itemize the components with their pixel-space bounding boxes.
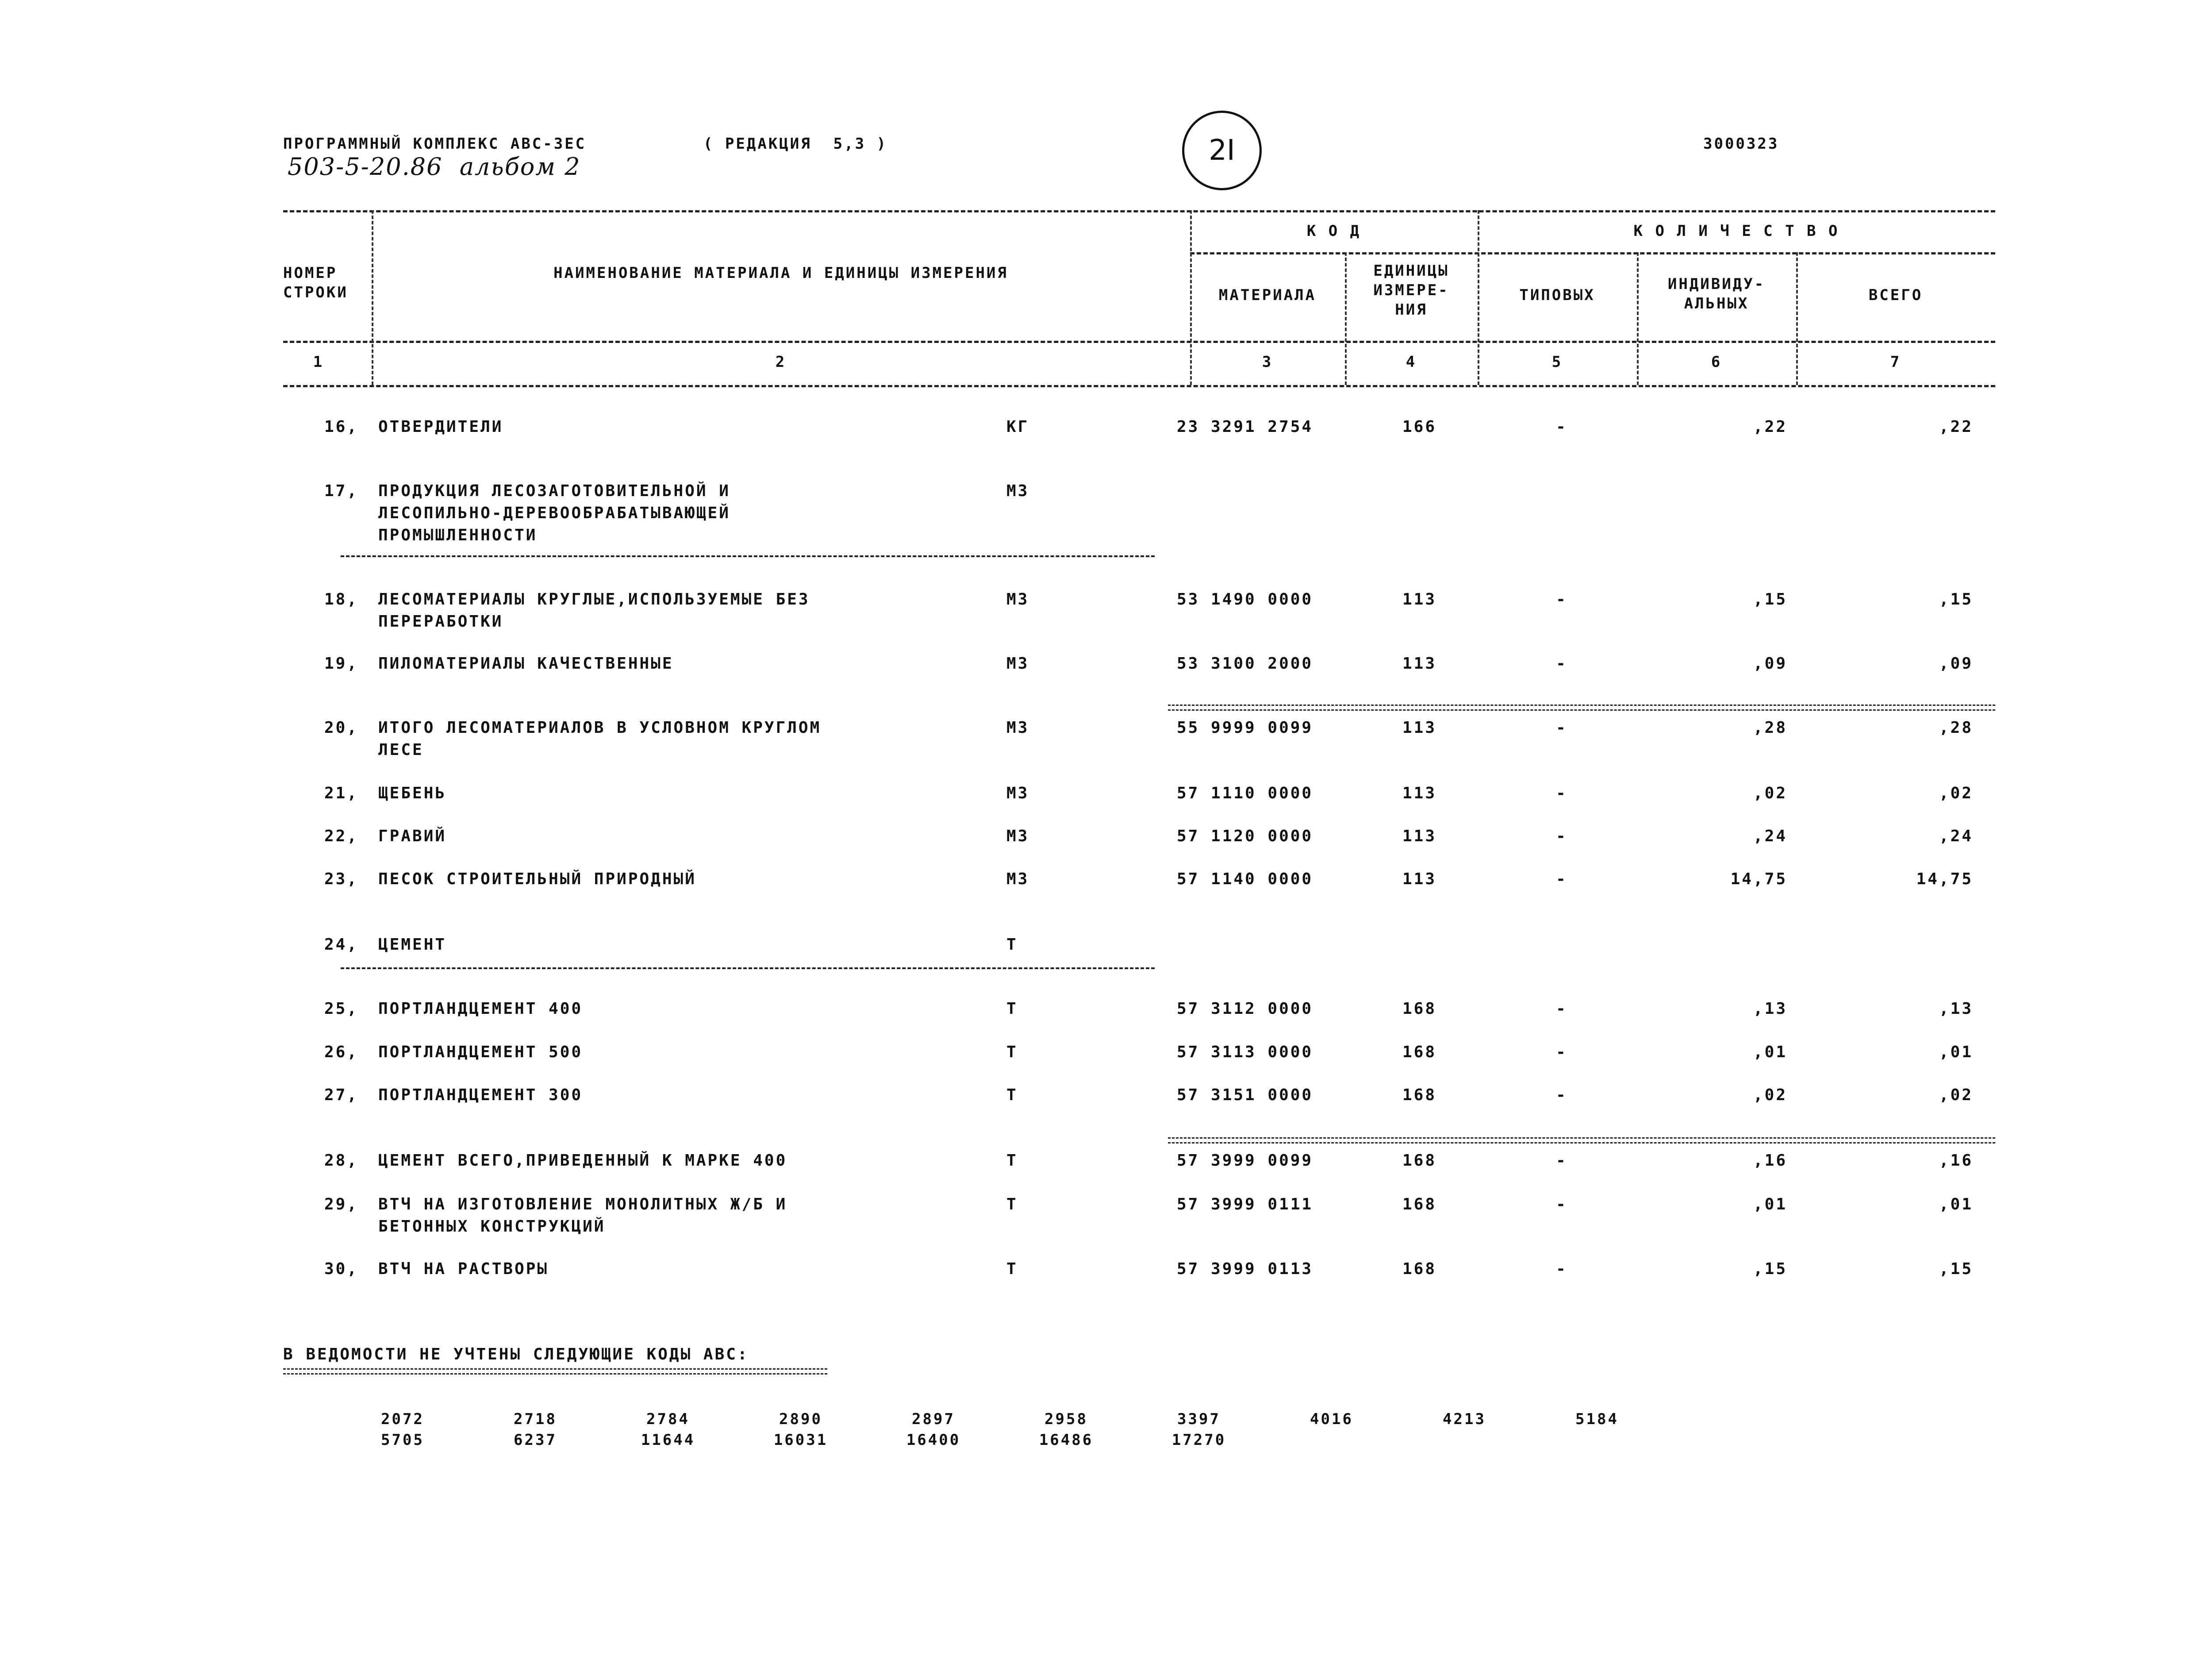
row-total: ,15: [1939, 1260, 1973, 1278]
row-unit: Т: [1006, 936, 1018, 954]
row-number: 23,: [324, 870, 358, 888]
row-unit-code: 113: [1402, 655, 1437, 673]
row-material-code: 57 3999 0099: [1177, 1151, 1313, 1170]
row-typical: -: [1556, 1260, 1567, 1278]
col-header-code-material: МАТЕРИАЛА: [1218, 286, 1317, 304]
row-typical: -: [1556, 1151, 1567, 1170]
row-name: ВТЧ НА ИЗГОТОВЛЕНИЕ МОНОЛИТНЫХ Ж/Б И БЕТОННЫХ КОНСТРУКЦИЙ: [378, 1195, 787, 1236]
col-number-7: 7: [1890, 353, 1901, 371]
row-material-code: 57 3999 0113: [1177, 1260, 1313, 1278]
header-mid-rule: [283, 341, 1995, 343]
missing-code: 16031: [773, 1431, 828, 1449]
row-material-code: 57 3112 0000: [1177, 1000, 1313, 1018]
row-individual: ,02: [1753, 784, 1787, 802]
row-number: 28,: [324, 1151, 358, 1170]
row-typical: -: [1556, 784, 1567, 802]
missing-code: 11644: [641, 1431, 695, 1449]
row-total: ,02: [1939, 784, 1973, 802]
row-number: 29,: [324, 1195, 358, 1213]
row-unit: М3: [1006, 482, 1029, 500]
handwritten-album-note: 503-5-20.86 альбом 2: [288, 153, 581, 181]
row-unit: М3: [1006, 655, 1029, 673]
row-material-code: 57 3999 0111: [1177, 1195, 1313, 1213]
missing-code: 3397: [1177, 1410, 1221, 1428]
row-unit-code: 168: [1402, 1260, 1437, 1278]
row-unit: М3: [1006, 719, 1029, 737]
col-number-1: 1: [313, 353, 324, 371]
missing-code: 16400: [906, 1431, 961, 1449]
row-name: ВТЧ НА РАСТВОРЫ: [378, 1260, 549, 1278]
row-typical: -: [1556, 719, 1567, 737]
row-name: ПОРТЛАНДЦЕМЕНТ 400: [378, 1000, 583, 1018]
row-name: ОТВЕРДИТЕЛИ: [378, 418, 503, 436]
row-number: 25,: [324, 1000, 358, 1018]
row-unit-code: 168: [1402, 1195, 1437, 1213]
program-title: ПРОГРАММНЫЙ КОМПЛЕКС АВС-ЗЕС: [283, 135, 587, 153]
row-individual: ,22: [1753, 418, 1787, 436]
missing-code: 17270: [1171, 1431, 1226, 1449]
row-name: ПЕСОК СТРОИТЕЛЬНЫЙ ПРИРОДНЫЙ: [378, 870, 696, 888]
section-rule-wood: [341, 555, 1155, 557]
page-number-circle: [1182, 111, 1262, 190]
missing-code: 4213: [1443, 1410, 1486, 1428]
edition-label: ( РЕДАКЦИЯ 5,3 ): [703, 135, 887, 153]
row-name: ЛЕСОМАТЕРИАЛЫ КРУГЛЫЕ,ИСПОЛЬЗУЕМЫЕ БЕЗ ПЕРЕРАБОТКИ: [378, 590, 810, 631]
row-total: ,01: [1939, 1043, 1973, 1061]
row-number: 30,: [324, 1260, 358, 1278]
total-rule-cement: [1168, 1137, 1995, 1144]
row-typical: -: [1556, 590, 1567, 608]
row-unit: М3: [1006, 590, 1029, 608]
row-unit-code: 113: [1402, 784, 1437, 802]
col-header-code-unit: ЕДИНИЦЫ ИЗМЕРЕ- НИЯ: [1373, 262, 1449, 319]
missing-code: 2958: [1045, 1410, 1088, 1428]
header-bottom-rule: [283, 385, 1995, 387]
row-individual: ,02: [1753, 1086, 1787, 1104]
row-typical: -: [1556, 827, 1567, 845]
col-header-qty-total: ВСЕГО: [1868, 286, 1923, 304]
header-top-rule: [283, 210, 1995, 212]
row-individual: ,01: [1753, 1043, 1787, 1061]
row-number: 21,: [324, 784, 358, 802]
row-unit-code: 113: [1402, 590, 1437, 608]
row-name: ПОРТЛАНДЦЕМЕНТ 500: [378, 1043, 583, 1061]
row-material-code: 57 3113 0000: [1177, 1043, 1313, 1061]
row-material-code: 57 1140 0000: [1177, 870, 1313, 888]
col-number-3: 3: [1262, 353, 1273, 371]
missing-code: 2784: [646, 1410, 690, 1428]
row-name: ПРОДУКЦИЯ ЛЕСОЗАГОТОВИТЕЛЬНОЙ И ЛЕСОПИЛЬНО-ДЕРЕВООБРАБАТЫВАЮЩЕЙ ПРОМЫШЛЕННОСТИ: [378, 482, 730, 544]
col-header-qty-typical: ТИПОВЫХ: [1519, 286, 1595, 304]
row-individual: ,09: [1753, 655, 1787, 673]
row-typical: -: [1556, 655, 1567, 673]
row-typical: -: [1556, 418, 1567, 436]
row-unit-code: 113: [1402, 870, 1437, 888]
row-material-code: 53 3100 2000: [1177, 655, 1313, 673]
row-unit-code: 168: [1402, 1043, 1437, 1061]
row-unit: М3: [1006, 870, 1029, 888]
row-unit: Т: [1006, 1195, 1018, 1213]
row-number: 27,: [324, 1086, 358, 1104]
header-group-rule: [1190, 252, 1995, 254]
row-number: 17,: [324, 482, 358, 500]
row-total: ,16: [1939, 1151, 1973, 1170]
row-name: ЩЕБЕНЬ: [378, 784, 447, 802]
row-typical: -: [1556, 870, 1567, 888]
row-total: ,09: [1939, 655, 1973, 673]
row-material-code: 53 1490 0000: [1177, 590, 1313, 608]
row-number: 16,: [324, 418, 358, 436]
row-unit: Т: [1006, 1043, 1018, 1061]
col-number-6: 6: [1711, 353, 1722, 371]
row-unit-code: 168: [1402, 1000, 1437, 1018]
missing-code: 5705: [381, 1431, 424, 1449]
row-material-code: 57 1110 0000: [1177, 784, 1313, 802]
row-individual: 14,75: [1730, 870, 1787, 888]
row-unit: КГ: [1006, 418, 1029, 436]
row-total: 14,75: [1916, 870, 1973, 888]
row-individual: ,28: [1753, 719, 1787, 737]
col-header-name: НАИМЕНОВАНИЕ МАТЕРИАЛА И ЕДИНИЦЫ ИЗМЕРЕНИЯ: [553, 264, 1008, 282]
row-individual: ,15: [1753, 590, 1787, 608]
row-number: 18,: [324, 590, 358, 608]
row-total: ,01: [1939, 1195, 1973, 1213]
row-individual: ,16: [1753, 1151, 1787, 1170]
missing-code: 2072: [381, 1410, 424, 1428]
row-total: ,28: [1939, 719, 1973, 737]
col-header-row-no: НОМЕР СТРОКИ: [283, 264, 348, 301]
missing-code: 16486: [1039, 1431, 1094, 1449]
row-number: 26,: [324, 1043, 358, 1061]
row-unit-code: 168: [1402, 1086, 1437, 1104]
row-name: ЦЕМЕНТ ВСЕГО,ПРИВЕДЕННЫЙ К МАРКЕ 400: [378, 1151, 787, 1170]
row-total: ,24: [1939, 827, 1973, 845]
row-typical: -: [1556, 1043, 1567, 1061]
row-unit-code: 168: [1402, 1151, 1437, 1170]
section-rule-cement: [341, 967, 1155, 969]
row-total: ,13: [1939, 1000, 1973, 1018]
row-unit: Т: [1006, 1260, 1018, 1278]
missing-code: 5184: [1575, 1410, 1619, 1428]
row-unit-code: 113: [1402, 827, 1437, 845]
col-header-qty-group: К О Л И Ч Е С Т В О: [1633, 222, 1839, 240]
row-unit: Т: [1006, 1151, 1018, 1170]
row-name: ИТОГО ЛЕСОМАТЕРИАЛОВ В УСЛОВНОМ КРУГЛОМ ЛЕСЕ: [378, 719, 822, 759]
row-total: ,22: [1939, 418, 1973, 436]
row-material-code: 57 1120 0000: [1177, 827, 1313, 845]
col-number-2: 2: [775, 353, 787, 371]
row-name: ПИЛОМАТЕРИАЛЫ КАЧЕСТВЕННЫЕ: [378, 655, 674, 673]
row-unit-code: 166: [1402, 418, 1437, 436]
row-total: ,15: [1939, 590, 1973, 608]
row-unit: М3: [1006, 784, 1029, 802]
row-number: 20,: [324, 719, 358, 737]
row-name: ГРАВИЙ: [378, 827, 447, 845]
missing-code: 2718: [514, 1410, 557, 1428]
row-individual: ,24: [1753, 827, 1787, 845]
row-material-code: 23 3291 2754: [1177, 418, 1313, 436]
footer-note-underline: [283, 1368, 827, 1375]
row-number: 19,: [324, 655, 358, 673]
col-header-code-group: К О Д: [1306, 222, 1361, 240]
row-number: 22,: [324, 827, 358, 845]
row-total: ,02: [1939, 1086, 1973, 1104]
missing-code: 6237: [514, 1431, 557, 1449]
row-material-code: 55 9999 0099: [1177, 719, 1313, 737]
missing-code: 4016: [1310, 1410, 1353, 1428]
footer-note: В ВЕДОМОСТИ НЕ УЧТЕНЫ СЛЕДУЮЩИЕ КОДЫ АВС:: [283, 1345, 749, 1363]
col-number-5: 5: [1551, 353, 1563, 371]
col-header-qty-individual: ИНДИВИДУ- АЛЬНЫХ: [1667, 275, 1766, 312]
row-individual: ,15: [1753, 1260, 1787, 1278]
row-unit: М3: [1006, 827, 1029, 845]
row-number: 24,: [324, 936, 358, 954]
page-number: 2I: [1209, 134, 1235, 167]
row-unit: Т: [1006, 1086, 1018, 1104]
missing-code: 2890: [779, 1410, 822, 1428]
row-material-code: 57 3151 0000: [1177, 1086, 1313, 1104]
row-individual: ,01: [1753, 1195, 1787, 1213]
row-individual: ,13: [1753, 1000, 1787, 1018]
total-rule-wood: [1168, 705, 1995, 711]
document-code: 3000323: [1703, 135, 1779, 153]
row-name: ЦЕМЕНТ: [378, 936, 447, 954]
row-unit: Т: [1006, 1000, 1018, 1018]
row-typical: -: [1556, 1086, 1567, 1104]
missing-code: 2897: [912, 1410, 955, 1428]
col-number-4: 4: [1406, 353, 1417, 371]
row-name: ПОРТЛАНДЦЕМЕНТ 300: [378, 1086, 583, 1104]
row-typical: -: [1556, 1195, 1567, 1213]
row-unit-code: 113: [1402, 719, 1437, 737]
row-typical: -: [1556, 1000, 1567, 1018]
